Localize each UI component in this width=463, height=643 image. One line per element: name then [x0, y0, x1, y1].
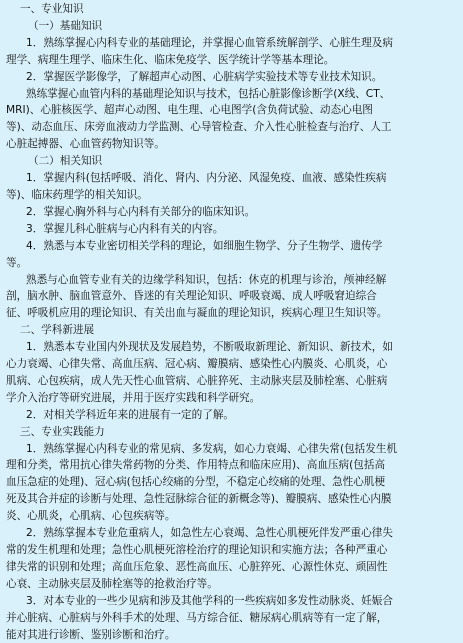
- text-line: 熟练掌握心血管内科的基础理论知识与技术，包括心脏影像诊断学(X线、CT、: [26, 87, 391, 100]
- text-line: 血压急症的处理)、冠心病(包括心绞痛的分型，不稳定心绞痛的处理、急性心肌梗: [6, 476, 386, 489]
- text-line: 等)、动态血压、床旁血液动力学监测、心导管检查、介入性心脏检查与治疗、人工: [6, 121, 392, 134]
- text-line: 常的发生机理和处理；急性心肌梗死溶栓治疗的理论知识和实施方法；各种严重心: [6, 544, 388, 556]
- section-heading: 三、专业实践能力: [20, 425, 105, 438]
- text-line: 心衰、主动脉夹层及肺栓塞等的抢救治疗等。: [6, 577, 218, 590]
- text-line: 并心脏病、心脏病与外科手术的处理、马方综合征、糖尿病心肌病等有一定了解，: [6, 611, 388, 624]
- text-line: 4．熟悉与本专业密切相关学科的理论，如细胞生物学、分子生物学、遗传学: [26, 239, 383, 252]
- text-line: 心力衰竭、心律失常、高血压病、冠心病、瓣膜病、感染性心内膜炎、心肌炎，心: [6, 358, 388, 371]
- text-line: 2．掌握医学影像学，了解超声心动图、心脏病学实验技术等专业技术知识。: [26, 70, 383, 83]
- section-heading: 二、学科新进展: [20, 324, 95, 337]
- text-line: 等。: [6, 256, 28, 269]
- text-line: 理学、病理生理学、临床生化、临床免疫学、医学统计学等基本理论。: [6, 53, 335, 66]
- text-line: 2．掌握心胸外科与心内科有关部分的临床知识。: [26, 205, 256, 218]
- text-line: 炎、心肌炎，心肌病、心包疾病等。: [6, 510, 176, 523]
- text-line: MRI)、心脏核医学、超声心动图、电生理、心电图学(含负荷试验、动态心电图: [6, 104, 373, 117]
- text-line: 熟悉与心血管专业有关的边缘学科知识，包括：休克的机理与诊治，颅神经解: [26, 273, 387, 286]
- subsection-heading: （一）基础知识: [28, 19, 103, 32]
- text-line: 1．掌握内科(包括呼吸、消化、肾内、内分泌、风湿免疫、血液、感染性疾病: [26, 172, 387, 185]
- text-line: 1．熟练掌握心内科专业的常见病、多发病，如心力衰竭、心律失常(包括发生机: [26, 442, 398, 455]
- text-line: 理和分类，常用抗心律失常药物的分类、作用特点和临床应用)、高血压病(包括高: [6, 459, 386, 472]
- subsection-heading: （二）相关知识: [28, 155, 103, 168]
- text-line: 1．熟悉本专业国内外现状及发展趋势，不断吸取新理论、新知识、新技术，如: [26, 341, 393, 354]
- section-heading: 一、专业知识: [20, 3, 84, 15]
- text-line: 剖，脑水肿、脑血管意外、昏迷的有关理论知识、呼吸衰竭、成人呼吸窘迫综合: [6, 290, 377, 303]
- text-line: 征、呼吸机应用的理论知识、有关出血与凝血的理论知识，疾病心理卫生知识等。: [6, 307, 388, 320]
- text-line: 3．掌握儿科心脏病与心内科有关的内容。: [26, 222, 224, 235]
- text-line: 肌病、心包疾病，成人先天性心血管病、心脏猝死、主动脉夹层及肺栓塞、心脏病: [6, 374, 388, 387]
- text-line: 2．对相关学科近年来的进展有一定的了解。: [26, 408, 235, 421]
- text-line: 2．熟练掌握本专业危重病人，如急性左心衰竭、急性心肌梗死伴发严重心律失: [26, 527, 393, 540]
- text-line: 1．熟练掌握心内科专业的基础理论，并掌握心血管系统解剖学、心脏生理及病: [26, 36, 393, 49]
- text-line: 3．对本专业的一些少见病和涉及其他学科的一些疾病如多发性动脉炎、妊娠合: [26, 594, 393, 607]
- text-line: 等)、临床药理学的相关知识。: [6, 188, 148, 201]
- text-line: 能对其进行诊断、鉴别诊断和治疗。: [6, 628, 176, 641]
- text-line: 死及其合并症的诊断与处理、急性冠脉综合征的新概念等)、瓣膜病、感染性心内膜: [6, 493, 392, 506]
- text-line: 心脏起搏器、心血管药物知识等。: [6, 138, 165, 151]
- text-line: 学介入治疗等研究进展，并用于医疗实践和科学研究。: [6, 391, 261, 404]
- text-line: 律失常的识别和处理；高血压危象、恶性高血压、心脏猝死、心源性休克、顽固性: [6, 560, 388, 573]
